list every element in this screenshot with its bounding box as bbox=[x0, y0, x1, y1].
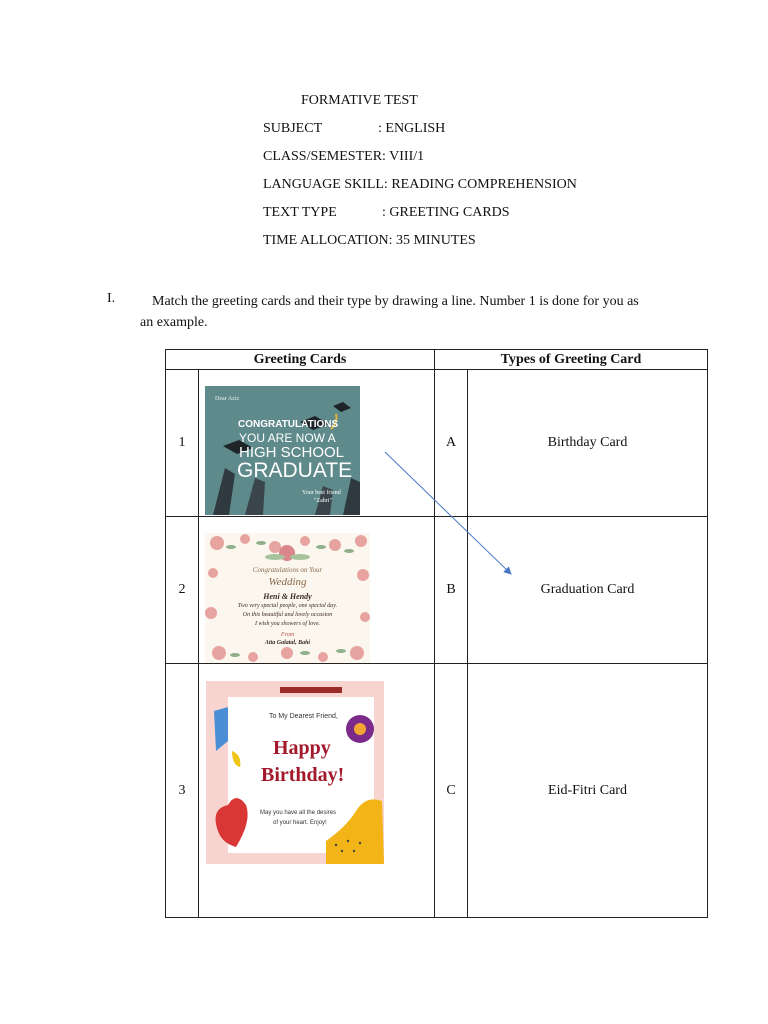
graduation-signature-1: Your best friend bbox=[302, 490, 341, 496]
card-type: Birthday Card bbox=[468, 370, 708, 517]
birthday-card-image bbox=[206, 681, 384, 864]
text-type-label: TEXT TYPE bbox=[263, 205, 337, 220]
types-header: Types of Greeting Card bbox=[435, 350, 708, 370]
birthday-line-3: Birthday! bbox=[261, 764, 345, 786]
row-number: 3 bbox=[166, 664, 199, 918]
graduation-card-image bbox=[205, 386, 360, 515]
card-type: Graduation Card bbox=[468, 517, 708, 664]
table-header-row bbox=[166, 350, 708, 370]
time-allocation-line: TIME ALLOCATION: 35 MINUTES bbox=[263, 233, 476, 248]
wedding-line-2: Wedding bbox=[268, 576, 307, 588]
row-letter: B bbox=[435, 517, 468, 664]
wedding-card-image bbox=[205, 533, 370, 663]
graduation-greeting: Dear Aziz bbox=[215, 396, 240, 402]
graduation-line-2: YOU ARE NOW A bbox=[239, 431, 336, 445]
question-instructions bbox=[140, 291, 697, 333]
wedding-sender: Atta Galatal, Bahi bbox=[264, 640, 311, 646]
question-line-1: Match the greeting cards and their type by drawing a line. Number 1 is done for you as bbox=[152, 294, 639, 309]
card-cell bbox=[199, 517, 435, 664]
birthday-line-5: of your heart. Enjoy! bbox=[273, 820, 327, 826]
greeting-cards-header: Greeting Cards bbox=[166, 350, 435, 370]
wedding-line-4: Two very special people, one special day. bbox=[237, 603, 338, 609]
birthday-line-4: May you have all the desires bbox=[260, 810, 337, 816]
row-number: 1 bbox=[166, 370, 199, 517]
subject-value: : ENGLISH bbox=[378, 121, 446, 136]
question-line-2: an example. bbox=[140, 315, 208, 330]
graduation-line-3: HIGH SCHOOL bbox=[239, 444, 345, 461]
row-number: 2 bbox=[166, 517, 199, 664]
table-row bbox=[166, 370, 708, 517]
graduation-line-1: CONGRATULATIONS bbox=[238, 419, 339, 430]
row-letter: C bbox=[435, 664, 468, 918]
card-type: Eid-Fitri Card bbox=[468, 664, 708, 918]
birthday-line-2: Happy bbox=[273, 737, 331, 759]
test-title: FORMATIVE TEST bbox=[301, 93, 418, 108]
subject-label: SUBJECT bbox=[263, 121, 323, 136]
graduation-line-4: GRADUATE bbox=[237, 459, 353, 482]
wedding-from-label: From bbox=[280, 632, 295, 638]
table-row bbox=[166, 664, 708, 918]
card-cell bbox=[199, 370, 435, 517]
row-letter: A bbox=[435, 370, 468, 517]
wedding-line-6: I wish you showers of love. bbox=[255, 621, 320, 627]
class-semester-line: CLASS/SEMESTER: VIII/1 bbox=[263, 149, 425, 164]
table-row bbox=[166, 517, 708, 664]
graduation-signature-2: "Zahri" bbox=[314, 498, 332, 504]
question-number: I. bbox=[107, 291, 116, 306]
matching-table bbox=[165, 349, 708, 918]
text-type-value: : GREETING CARDS bbox=[382, 205, 510, 220]
wedding-names: Heni & Hendy bbox=[263, 592, 312, 601]
language-skill-line: LANGUAGE SKILL: READING COMPREHENSION bbox=[263, 177, 577, 192]
birthday-line-1: To My Dearest Friend, bbox=[269, 713, 338, 720]
wedding-line-1: Congratulations on Your bbox=[252, 566, 323, 574]
card-cell bbox=[199, 664, 435, 918]
wedding-line-5: On this beautiful and lovely occasion bbox=[242, 612, 333, 618]
